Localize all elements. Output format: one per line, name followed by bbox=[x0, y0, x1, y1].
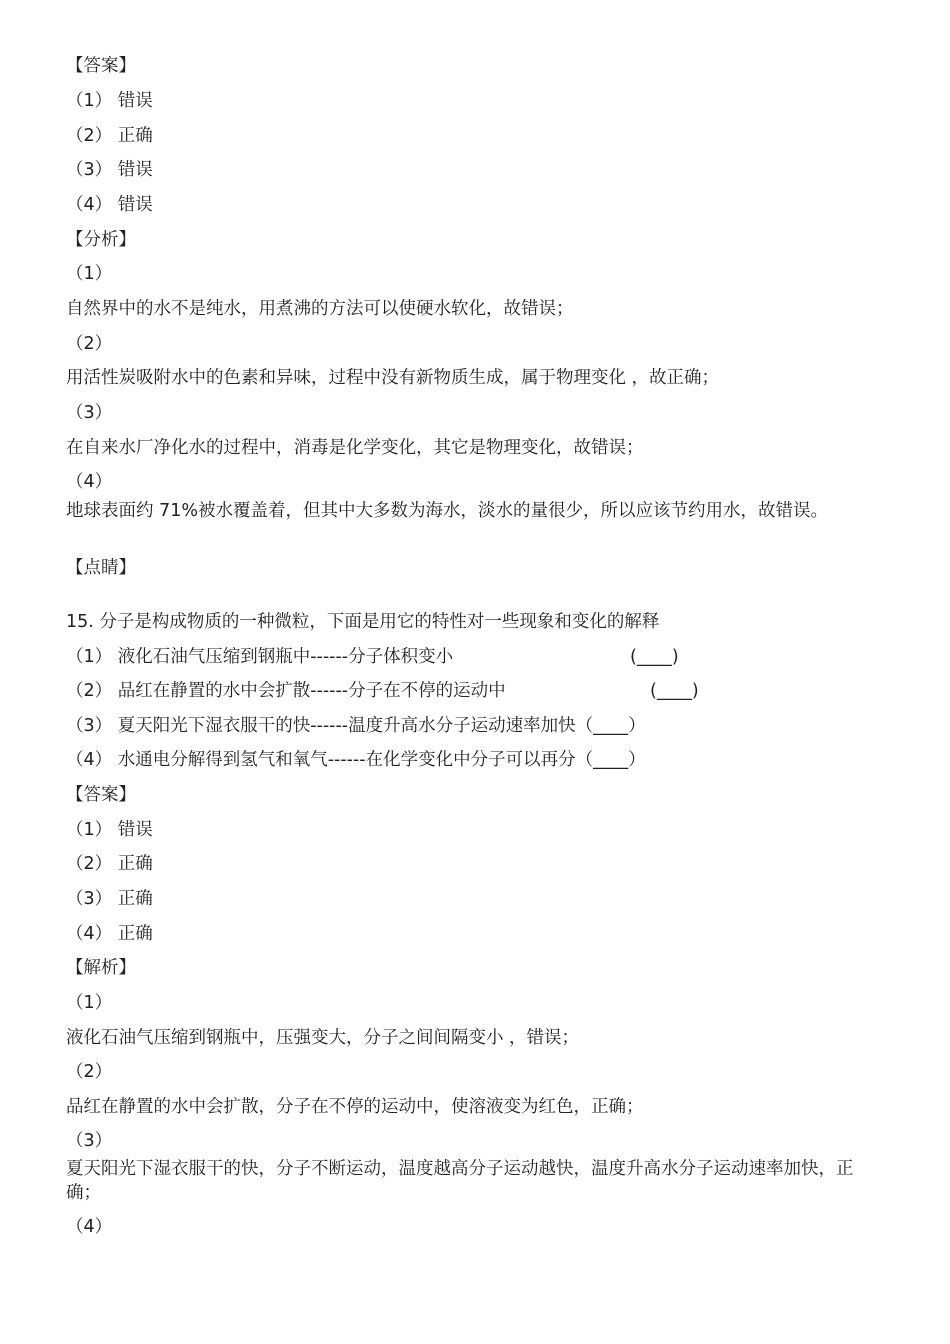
analysis-heading-2: 【解析】 bbox=[66, 958, 136, 978]
question-blank-2: (____) bbox=[650, 681, 699, 701]
analysis2-number-3: （3） bbox=[66, 1131, 113, 1151]
answer-item-4: （4） 错误 bbox=[66, 195, 153, 215]
answer-heading-2: 【答案】 bbox=[66, 785, 136, 805]
question-15-stem: 15. 分子是构成物质的一种微粒，下面是用它的特性对一些现象和变化的解释 bbox=[66, 612, 660, 632]
analysis-heading-1: 【分析】 bbox=[66, 230, 136, 250]
answer-item-2: （2） 正确 bbox=[66, 126, 153, 146]
analysis2-number-1: （1） bbox=[66, 993, 113, 1013]
answer2-item-2: （2） 正确 bbox=[66, 854, 153, 874]
answer2-item-4: （4） 正确 bbox=[66, 924, 153, 944]
analysis-number-1: （1） bbox=[66, 264, 113, 284]
analysis-number-3: （3） bbox=[66, 403, 113, 423]
analysis-text-1: 自然界中的水不是纯水，用煮沸的方法可以使硬水软化，故错误； bbox=[66, 299, 574, 319]
question-item-3: （3） 夏天阳光下湿衣服干的快------温度升高水分子运动速率加快（____） bbox=[66, 716, 646, 736]
analysis-text-4: 地球表面约 71%被水覆盖着，但其中大多数为海水，淡水的量很少，所以应该节约用水，故错误。 bbox=[66, 501, 828, 521]
question-blank-1: (____) bbox=[630, 647, 679, 667]
analysis-number-2: （2） bbox=[66, 334, 113, 354]
question-item-1: （1） 液化石油气压缩到钢瓶中------分子体积变小 bbox=[66, 647, 454, 667]
analysis2-text-3: 夏天阳光下湿衣服干的快，分子不断运动，温度越高分子运动越快，温度升高水分子运动速率加快，正确； bbox=[66, 1159, 854, 1203]
analysis-text-2: 用活性炭吸附水中的色素和异味，过程中没有新物质生成，属于物理变化 ，故正确； bbox=[66, 368, 720, 388]
answer-item-3: （3） 错误 bbox=[66, 160, 153, 180]
analysis2-text-1: 液化石油气压缩到钢瓶中，压强变大，分子之间间隔变小 ，错误； bbox=[66, 1028, 580, 1048]
answer2-item-3: （3） 正确 bbox=[66, 889, 153, 909]
analysis2-number-4: （4） bbox=[66, 1217, 113, 1237]
answer-item-1: （1） 错误 bbox=[66, 91, 153, 111]
analysis-text-3: 在自来水厂净化水的过程中，消毒是化学变化，其它是物理变化，故错误； bbox=[66, 438, 644, 458]
dianjing-heading: 【点睛】 bbox=[66, 558, 136, 578]
question-item-4: （4） 水通电分解得到氢气和氧气------在化学变化中分子可以再分（____） bbox=[66, 750, 646, 770]
answer-heading-1: 【答案】 bbox=[66, 56, 136, 76]
analysis2-text-2: 品红在静置的水中会扩散，分子在不停的运动中，使溶液变为红色，正确； bbox=[66, 1097, 644, 1117]
question-item-2: （2） 品红在静置的水中会扩散------分子在不停的运动中 bbox=[66, 681, 506, 701]
answer2-item-1: （1） 错误 bbox=[66, 820, 153, 840]
analysis2-number-2: （2） bbox=[66, 1062, 113, 1082]
analysis-number-4: （4） bbox=[66, 472, 113, 492]
